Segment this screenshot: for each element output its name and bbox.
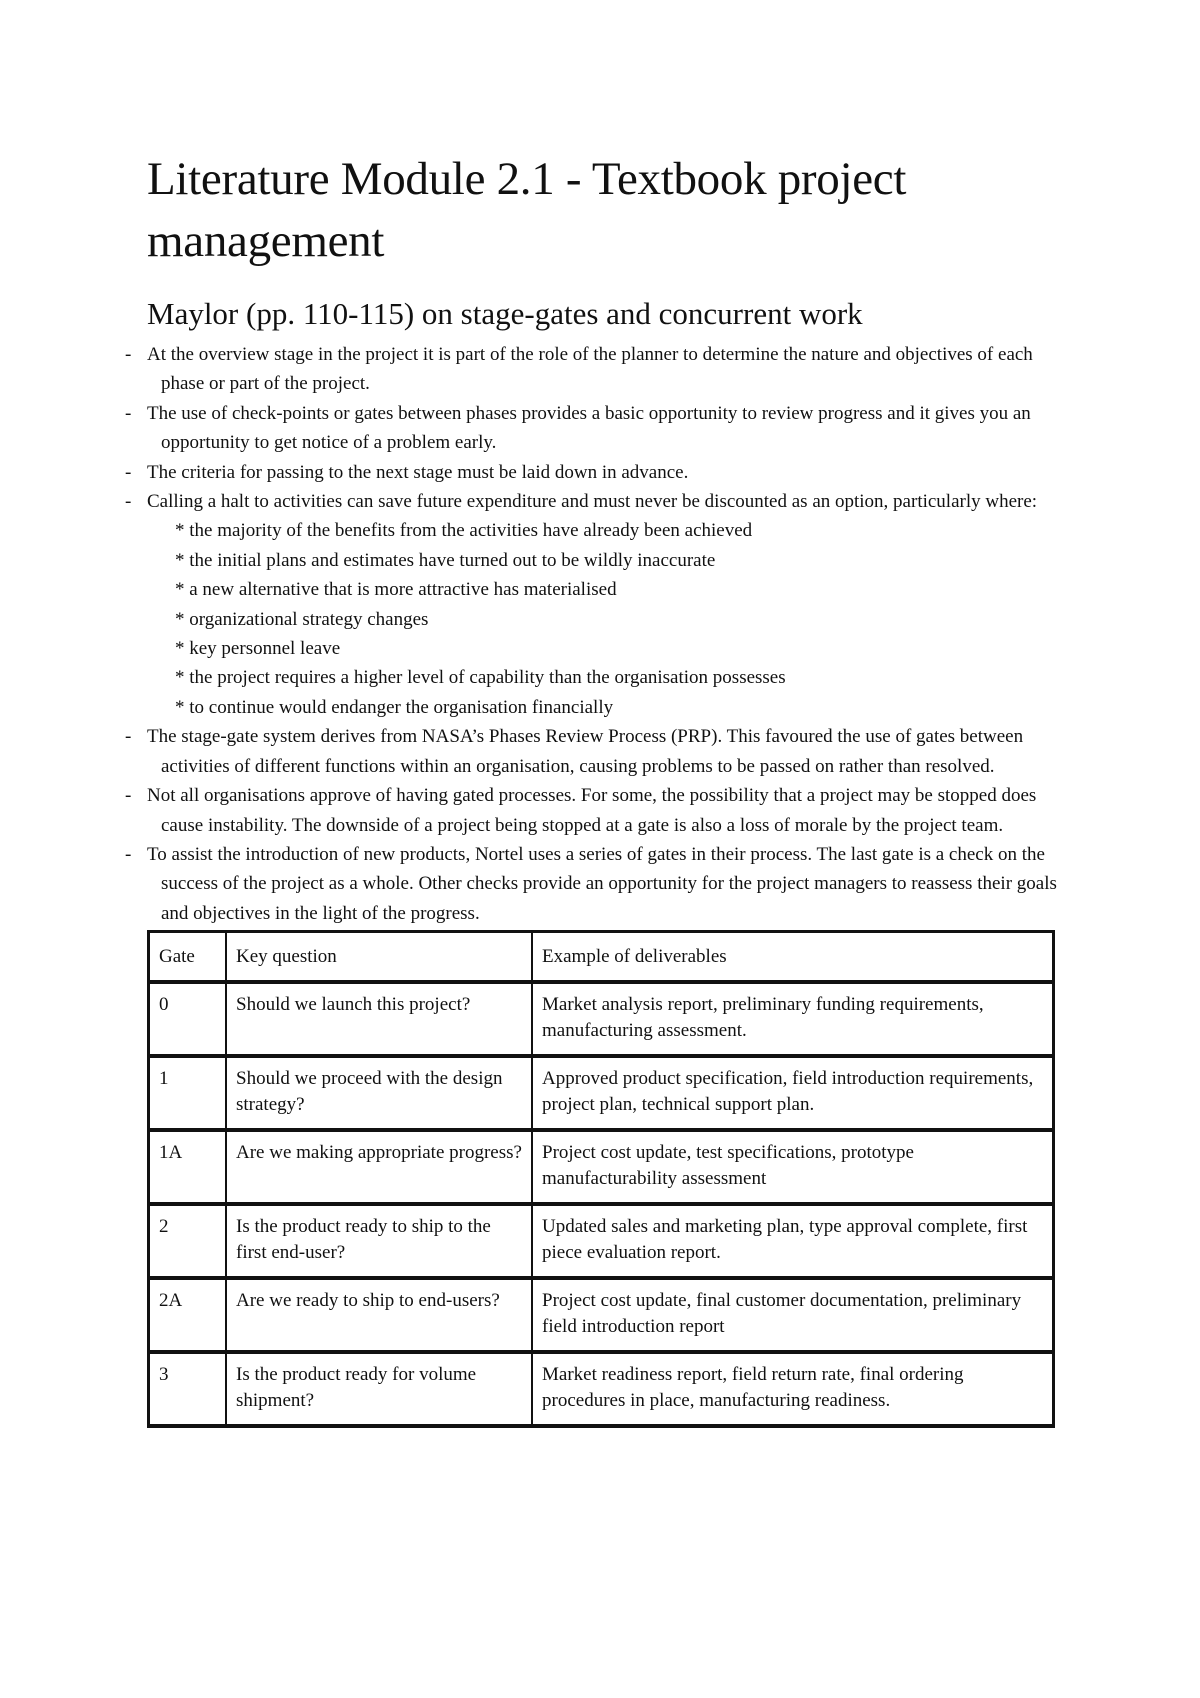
bullet-text: At the overview stage in the project it is part of the role of the planner to determine the nature and objectives of each phase or part of the project. (147, 344, 1033, 395)
document-title: Literature Module 2.1 - Textbook project management (147, 153, 907, 267)
sub-list-item: * organizational strategy changes (175, 608, 429, 630)
sub-list-item: * the initial plans and estimates have turned out to be wildly inaccurate (175, 549, 716, 571)
bullet-text: The use of check-points or gates between phases provides a basic opportunity to review progress and it gives you an opportunity to get notice of a problem early. (147, 402, 1031, 454)
bullet-marker: - (125, 726, 132, 748)
header-key-question: Key question (226, 932, 532, 983)
list-item (125, 840, 1057, 928)
cell-gate: 1A (149, 1130, 227, 1204)
table-row (149, 1130, 1054, 1204)
sub-list-item: * key personnel leave (175, 638, 341, 660)
cell-key-question: Is the product ready to ship to the first end-user? (226, 1204, 532, 1278)
cell-gate: 2A (149, 1278, 227, 1352)
cell-deliverables: Updated sales and marketing plan, type approval complete, first piece evaluation report. (532, 1204, 1054, 1278)
bullet-text: Calling a halt to activities can save future expenditure and must never be discounted as an option, particularly where: (147, 491, 1038, 513)
bullet-marker: - (125, 491, 132, 513)
cell-gate: 1 (149, 1056, 227, 1130)
header-deliverables: Example of deliverables (532, 932, 1054, 983)
bullet-text: The stage-gate system derives from NASA’s Phases Review Process (PRP). This favoured the use of gates between activities of different functions within an organisation, causing problems to be passed on rather than resolved. (147, 726, 1024, 777)
table-row (149, 1056, 1054, 1130)
cell-deliverables: Project cost update, final customer documentation, preliminary field introduction report (532, 1278, 1054, 1352)
cell-key-question: Should we proceed with the design strategy? (226, 1056, 532, 1130)
sub-list-item: * to continue would endanger the organisation financially (175, 696, 614, 718)
cell-key-question: Are we ready to ship to end-users? (226, 1278, 532, 1352)
cell-key-question: Is the product ready for volume shipment? (226, 1352, 532, 1426)
cell-gate: 2 (149, 1204, 227, 1278)
cell-gate: 0 (149, 982, 227, 1056)
cell-deliverables: Approved product specification, field introduction requirements, project plan, technical support plan. (532, 1056, 1054, 1130)
table-row (149, 1204, 1054, 1278)
table-row (149, 1278, 1054, 1352)
bullet-marker: - (125, 402, 132, 424)
cell-key-question: Should we launch this project? (226, 982, 532, 1056)
list-item (125, 399, 1057, 458)
table-row (149, 1352, 1054, 1426)
sub-list-item: * the project requires a higher level of capability than the organisation possesses (175, 667, 786, 689)
bullet-marker: - (125, 785, 132, 807)
cell-gate: 3 (149, 1352, 227, 1426)
document-page (125, 0, 1057, 1428)
bullet-marker: - (125, 461, 132, 483)
section-heading: Maylor (pp. 110-115) on stage-gates and concurrent work (147, 296, 863, 331)
list-item (125, 487, 1057, 722)
bullet-list (125, 340, 1057, 928)
gates-table (147, 930, 1055, 1428)
bullet-text: Not all organisations approve of having gated processes. For some, the possibility that a project may be stopped does cause instability. The downside of a project being stopped at a gate is also a loss of morale by the project team. (147, 785, 1037, 836)
list-item (125, 340, 1057, 399)
bullet-marker: - (125, 843, 132, 865)
table-header-row (149, 932, 1054, 983)
sub-list (161, 516, 1057, 722)
cell-key-question: Are we making appropriate progress? (226, 1130, 532, 1204)
list-item (125, 458, 1057, 487)
cell-deliverables: Project cost update, test specifications, prototype manufacturability assessment (532, 1130, 1054, 1204)
sub-list-item: * the majority of the benefits from the activities have already been achieved (175, 520, 753, 542)
list-item (125, 781, 1057, 840)
header-gate: Gate (149, 932, 227, 983)
bullet-text: The criteria for passing to the next stage must be laid down in advance. (147, 461, 689, 483)
sub-list-item: * a new alternative that is more attractive has materialised (175, 579, 617, 601)
table-row (149, 982, 1054, 1056)
bullet-marker: - (125, 344, 132, 365)
cell-deliverables: Market readiness report, field return rate, final ordering procedures in place, manufacturing readiness. (532, 1352, 1054, 1426)
list-item (125, 722, 1057, 781)
cell-deliverables: Market analysis report, preliminary funding requirements, manufacturing assessment. (532, 982, 1054, 1056)
bullet-text: To assist the introduction of new products, Nortel uses a series of gates in their process. The last gate is a check on the success of the project as a whole. Other checks provide an opportunity for the project managers to reassess their goals and objectives in the light of the progress. (147, 843, 1057, 924)
